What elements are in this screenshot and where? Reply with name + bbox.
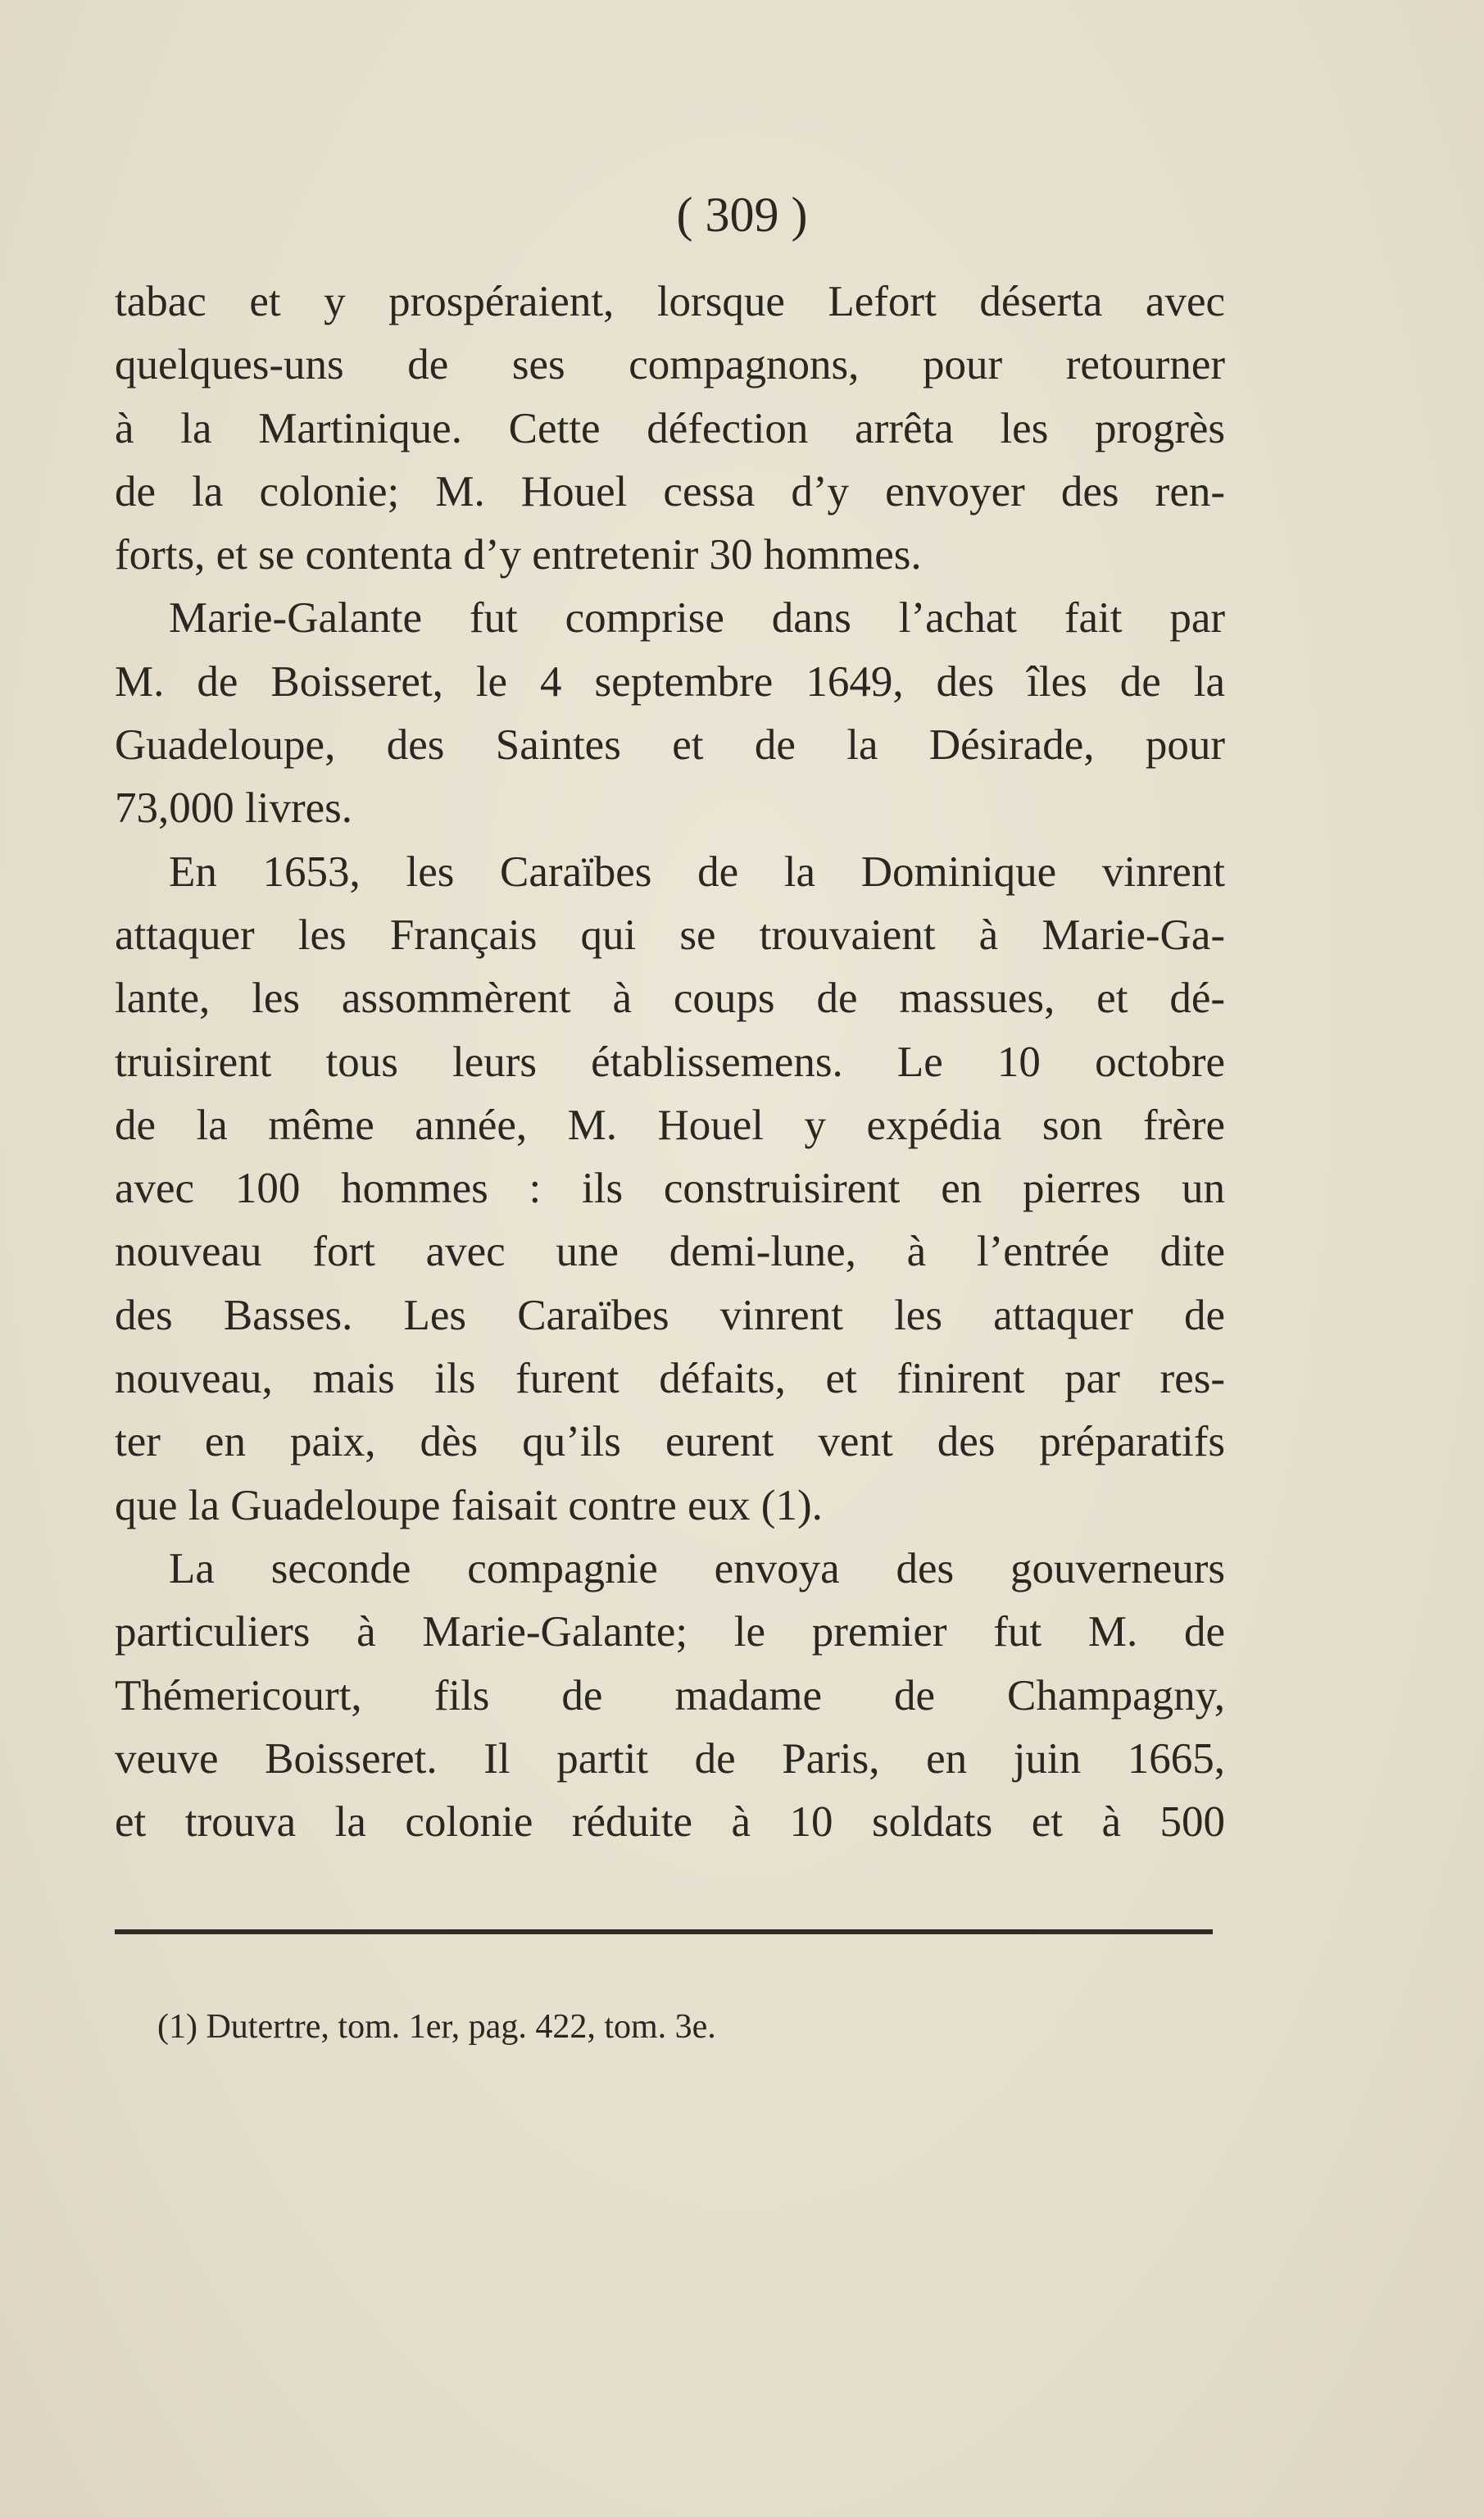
- text-line: quelques-uns de ses compagnons, pour retourner: [115, 341, 1225, 389]
- text-line: de la même année, M. Houel y expédia son frère: [115, 1101, 1225, 1149]
- text-line: nouveau, mais ils furent défaits, et finirent par res-: [115, 1355, 1225, 1403]
- text-line: Guadeloupe, des Saintes et de la Désirade, pour: [115, 721, 1225, 770]
- text-line: et trouva la colonie réduite à 10 soldats et à 500: [115, 1798, 1225, 1847]
- footnote-rule: [115, 1929, 1213, 1934]
- text-line: des Basses. Les Caraïbes vinrent les attaquer de: [115, 1291, 1225, 1339]
- text-line: de la colonie; M. Houel cessa d’y envoyer des ren-: [115, 467, 1225, 516]
- text-line: à la Martinique. Cette défection arrêta les progrès: [115, 404, 1225, 452]
- text-line: attaquer les Français qui se trouvaient à Marie-Ga-: [115, 911, 1225, 959]
- text-line: forts, et se contenta d’y entretenir 30 hommes.: [115, 531, 922, 579]
- text-line: M. de Boisseret, le 4 septembre 1649, des îles de la: [115, 657, 1225, 706]
- text-line: truisirent tous leurs établissemens. Le 10 octobre: [115, 1038, 1225, 1086]
- body-text: [115, 270, 1225, 1854]
- text-line: nouveau fort avec une demi-lune, à l’entrée dite: [115, 1228, 1225, 1276]
- text-line: 73,000 livres.: [115, 784, 352, 833]
- text-line: ter en paix, dès qu’ils eurent vent des préparatifs: [115, 1418, 1225, 1466]
- paragraph-start-line: La seconde compagnie envoya des gouverneurs: [169, 1544, 1225, 1592]
- text-line: tabac et y prospéraient, lorsque Lefort déserta avec: [115, 278, 1225, 325]
- text-line: veuve Boisseret. Il partit de Paris, en juin 1665,: [115, 1734, 1225, 1783]
- footnote: (1) Dutertre, tom. 1er, pag. 422, tom. 3e.: [157, 2008, 716, 2046]
- text-line: Thémericourt, fils de madame de Champagny,: [115, 1671, 1225, 1720]
- text-line: particuliers à Marie-Galante; le premier fut M. de: [115, 1608, 1225, 1656]
- paragraph-start-line: En 1653, les Caraïbes de la Dominique vinrent: [169, 847, 1225, 896]
- text-line: lante, les assommèrent à coups de massues, et dé-: [115, 975, 1225, 1023]
- page-number: ( 309 ): [676, 188, 808, 242]
- text-line: avec 100 hommes : ils construisirent en pierres un: [115, 1165, 1225, 1213]
- text-line: que la Guadeloupe faisait contre eux (1).: [115, 1481, 823, 1529]
- paragraph-start-line: Marie-Galante fut comprise dans l’achat fait par: [169, 594, 1225, 643]
